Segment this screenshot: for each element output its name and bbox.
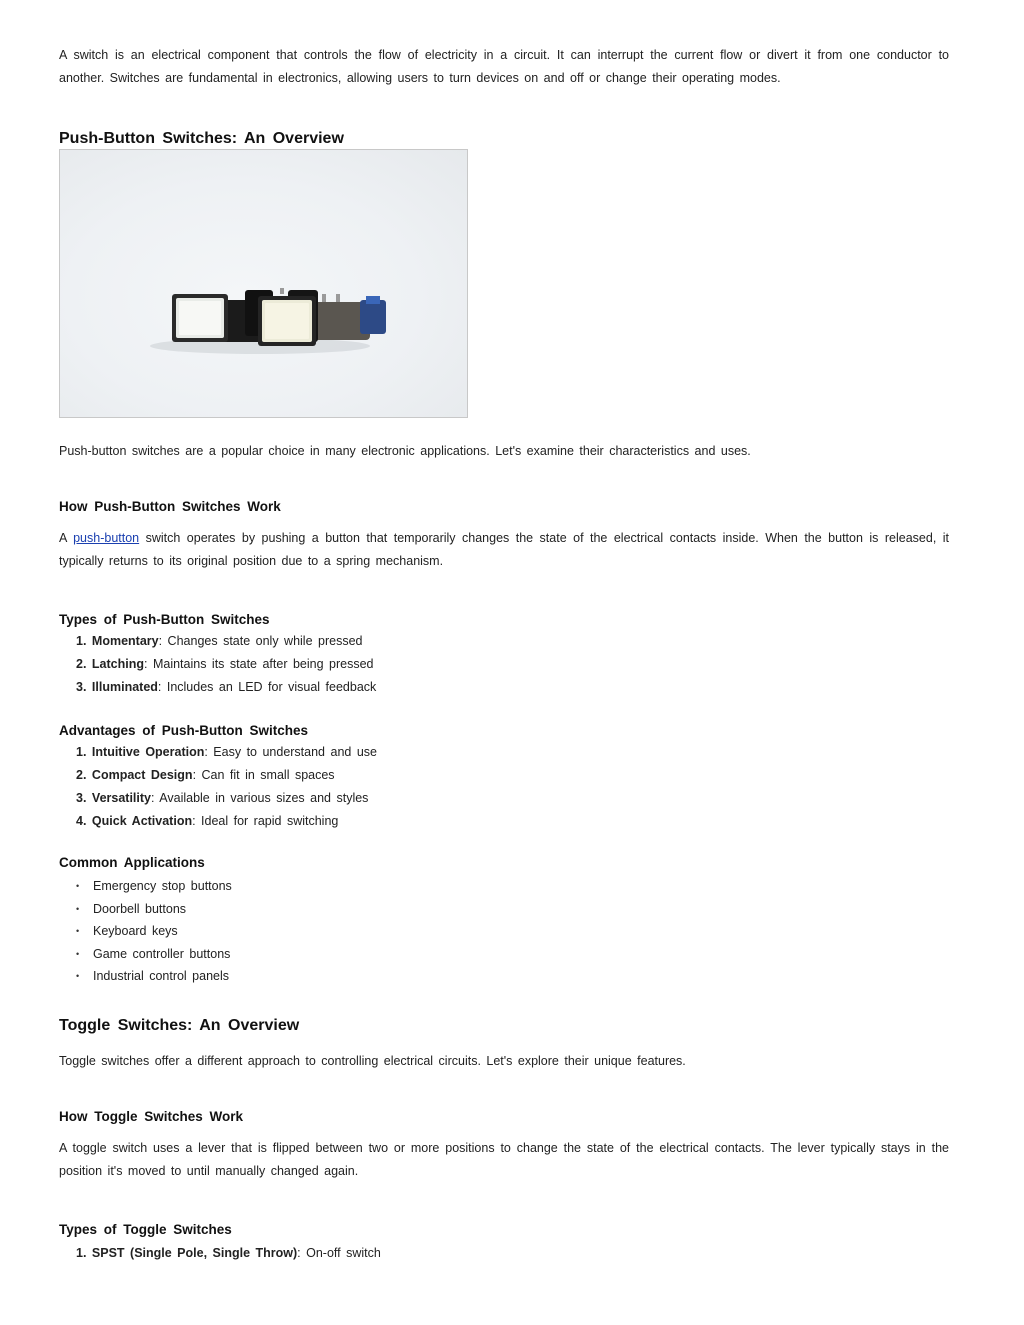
push-button-switch-illustration [60, 150, 467, 417]
toggle-types-list [59, 1242, 949, 1265]
push-how-prefix: A [59, 531, 74, 545]
push-how-suffix: switch operates by pushing a button that temporarily changes the state of the electrical contacts inside. When the button is released, it typically returns to its original position due to a spring mechanism. [59, 531, 949, 568]
push-button-switch-photo [59, 149, 468, 418]
push-button-link[interactable]: push-button [73, 531, 140, 545]
toggle-how-heading: How Toggle Switches Work [59, 1109, 244, 1124]
toggle-how-paragraph: A toggle switch uses a lever that is flipped between two or more positions to change the state of the electrical contacts. The lever typically stays in the position it's moved to until manually changed again. [59, 1141, 949, 1178]
list-item: • Emergency stop buttons [59, 875, 949, 898]
push-section-title: Push-Button Switches: An Overview [59, 130, 344, 147]
bullet-icon: • [76, 971, 80, 981]
push-how-paragraph [59, 527, 949, 573]
list-item: • Keyboard keys [59, 920, 949, 943]
list-item: 1. Momentary: Changes state only while pressed [76, 634, 363, 648]
push-advantages-list [59, 741, 949, 833]
list-item: 3. Versatility: Available in various sizes and styles [76, 791, 369, 805]
push-types-heading: Types of Push-Button Switches [59, 612, 270, 627]
list-item: • Game controller buttons [59, 943, 949, 966]
list-item: • Industrial control panels [59, 965, 949, 988]
bullet-icon: • [76, 881, 80, 891]
bullet-icon: • [76, 926, 80, 936]
push-applications-heading: Common Applications [59, 855, 205, 870]
push-types-list [59, 630, 949, 699]
list-item: 4. Quick Activation: Ideal for rapid switching [76, 814, 339, 828]
toggle-types-heading: Types of Toggle Switches [59, 1222, 232, 1237]
push-how-heading: How Push-Button Switches Work [59, 499, 281, 514]
push-applications-list [59, 875, 949, 988]
toggle-section-title: Toggle Switches: An Overview [59, 1017, 300, 1034]
list-item: 1. SPST (Single Pole, Single Throw): On-off switch [76, 1246, 381, 1260]
bullet-icon: • [76, 948, 80, 959]
list-item: 1. Intuitive Operation: Easy to understand and use [76, 745, 377, 759]
list-item: • Doorbell buttons [59, 898, 949, 921]
push-intro-paragraph: Push-button switches are a popular choice in many electronic applications. Let's examine their characteristics and uses. [59, 444, 751, 458]
push-advantages-heading: Advantages of Push-Button Switches [59, 723, 309, 738]
list-item: 2. Latching: Maintains its state after being pressed [76, 657, 374, 671]
toggle-intro-paragraph: Toggle switches offer a different approach to controlling electrical circuits. Let's explore their unique features. [59, 1054, 686, 1068]
list-item: 2. Compact Design: Can fit in small spaces [76, 768, 335, 782]
bullet-icon: • [76, 903, 80, 914]
list-item: 3. Illuminated: Includes an LED for visual feedback [76, 680, 377, 694]
intro-paragraph: A switch is an electrical component that controls the flow of electricity in a circuit. It can interrupt the current flow or divert it from one conductor to another. Switches are fundamental in electronics, allowing users to turn devices on and off or change their operating modes. [59, 48, 949, 85]
